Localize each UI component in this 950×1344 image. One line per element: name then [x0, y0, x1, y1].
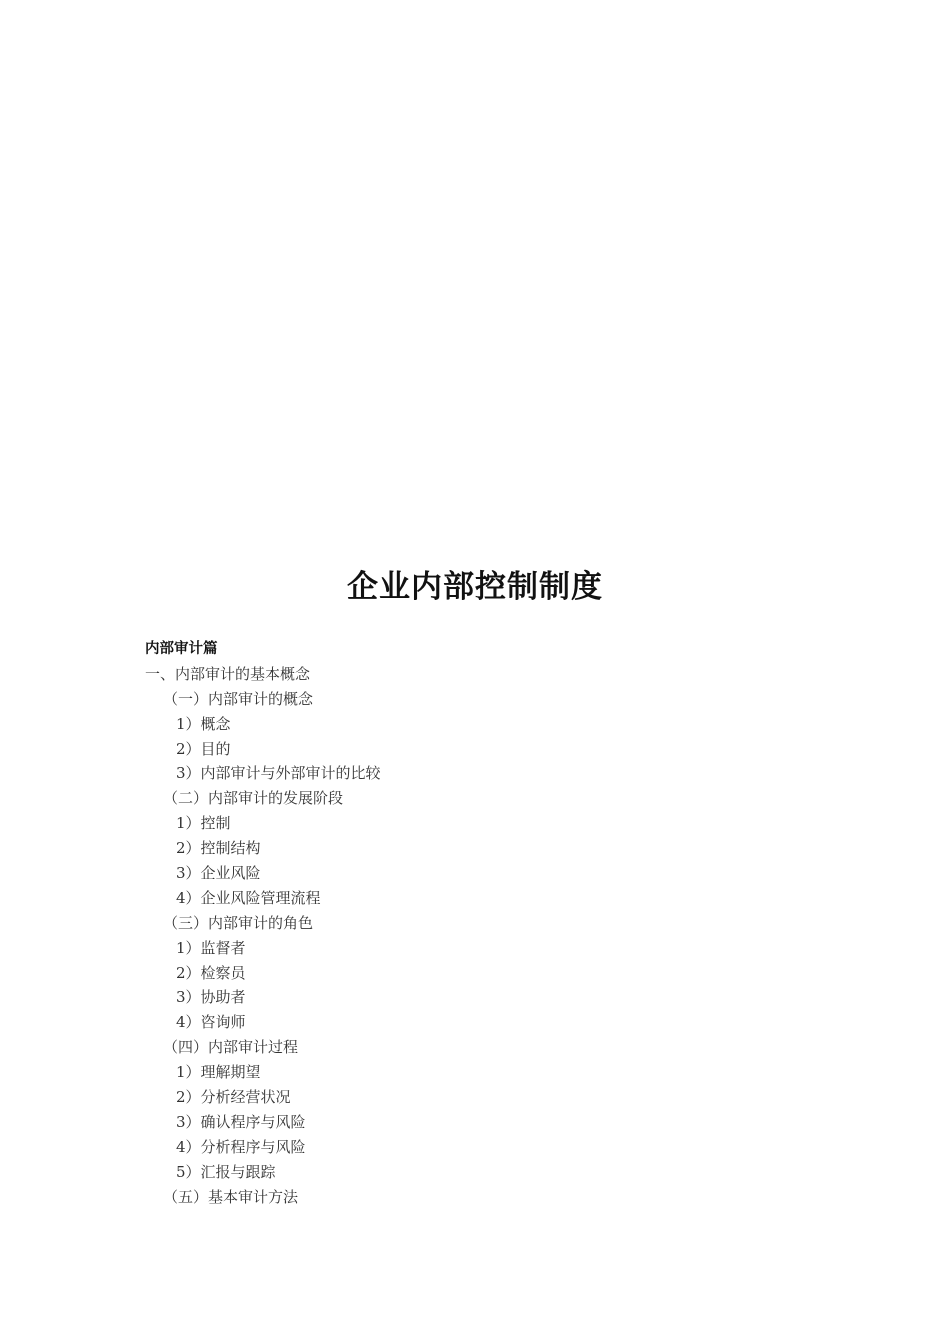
- document-title: 企业内部控制制度: [347, 569, 603, 605]
- toc-item: （五）基本审计方法: [163, 1187, 299, 1206]
- toc-item: 2）控制结构: [176, 839, 261, 858]
- toc-item: 1）概念: [176, 714, 231, 733]
- toc-item: 5）汇报与跟踪: [176, 1162, 276, 1181]
- toc-item: （一）内部审计的概念: [163, 689, 314, 708]
- toc-item: （二）内部审计的发展阶段: [163, 789, 344, 808]
- toc-item: 3）确认程序与风险: [176, 1112, 306, 1131]
- toc-item: （三）内部审计的角色: [163, 913, 314, 932]
- toc-item: 4）咨询师: [176, 1013, 246, 1032]
- toc-item: 3）内部审计与外部审计的比较: [176, 764, 381, 783]
- toc-item: 3）协助者: [176, 988, 246, 1007]
- toc-item: 2）目的: [176, 739, 231, 758]
- table-of-contents: [145, 637, 805, 1209]
- toc-item: 3）企业风险: [176, 864, 261, 883]
- section-heading: 内部审计篇: [145, 641, 218, 657]
- toc-item: 1）控制: [176, 814, 231, 833]
- toc-item: 4）企业风险管理流程: [176, 888, 321, 907]
- toc-item: 1）监督者: [176, 938, 246, 957]
- toc-item: 4）分析程序与风险: [176, 1137, 306, 1156]
- toc-item: 一、内部审计的基本概念: [145, 664, 311, 683]
- toc-item: 2）检察员: [176, 963, 246, 982]
- toc-item: 2）分析经营状况: [176, 1088, 291, 1107]
- toc-item: 1）理解期望: [176, 1063, 261, 1082]
- toc-item: （四）内部审计过程: [163, 1038, 299, 1057]
